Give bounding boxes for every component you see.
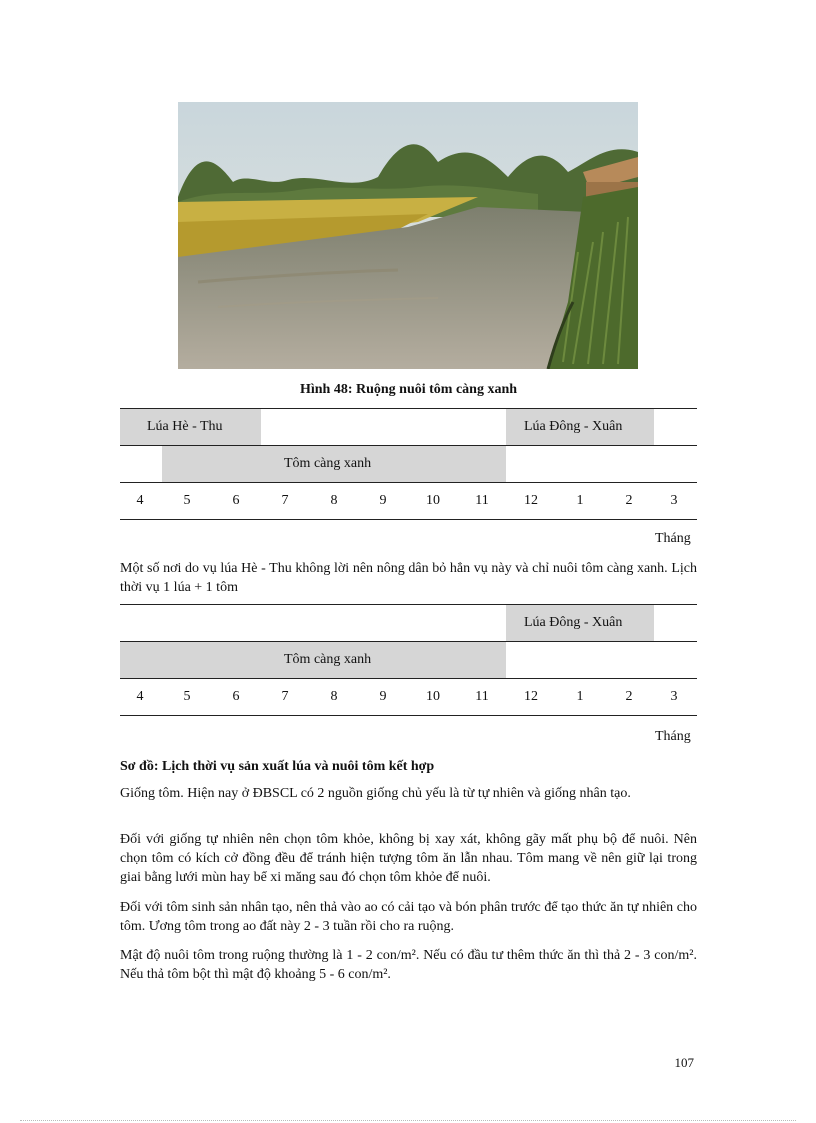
month-cell: 10 (426, 493, 440, 508)
month-cell: 1 (576, 689, 584, 704)
crop-schedule-1 (120, 408, 697, 520)
month-cell: 8 (330, 493, 338, 508)
rice-winter-spring-band (506, 409, 654, 445)
month-cell: 7 (281, 493, 289, 508)
month-cell: 12 (524, 689, 538, 704)
paragraph-density: Mật độ nuôi tôm trong ruộng thường là 1 - 2 con/m². Nếu có đầu tư thêm thức ăn thì thả 2 - 3 con/m². Nếu thả tôm bột thì mật độ khoảng 5 - 6 con/m². (120, 948, 697, 982)
month-cell: 11 (475, 689, 489, 704)
diagram-title: Sơ đồ: Lịch thời vụ sản xuất lúa và nuôi tôm kết hợp (120, 759, 435, 774)
month-cell: 9 (379, 493, 387, 508)
month-cell: 2 (625, 493, 633, 508)
month-cell: 9 (379, 689, 387, 704)
month-cell: 7 (281, 689, 289, 704)
paragraph-shrimp-source: Giống tôm. Hiện nay ở ĐBSCL có 2 nguồn giống chủ yếu là từ tự nhiên và giống nhân tạo. (120, 786, 631, 801)
rice-winter-spring-label: Lúa Đông - Xuân (524, 419, 623, 434)
month-cell: 8 (330, 689, 338, 704)
month-cell: 6 (232, 689, 240, 704)
rice-summer-autumn-band (120, 409, 261, 445)
rice-shrimp-field-photo (178, 102, 638, 369)
month-cell: 3 (670, 493, 678, 508)
month-cell: 6 (232, 493, 240, 508)
rice-winter-spring-label: Lúa Đông - Xuân (524, 615, 623, 630)
paragraph-natural-seed: Đối với giống tự nhiên nên chọn tôm khỏe, không bị xay xát, không gãy mất phụ bộ để nuôi. Nên chọn tôm có kích cở đồng đều để tránh hiện tượng tôm ăn lẫn nhau. Tôm mang về nên giữ lại trong giai bằng lưới mùn hay bể xi măng sau đó chọn tôm khỏe để nuôi. (120, 832, 697, 885)
month-cell: 5 (183, 493, 191, 508)
rice-summer-autumn-label: Lúa Hè - Thu (147, 419, 223, 434)
figure-caption: Hình 48: Ruộng nuôi tôm càng xanh (299, 382, 518, 397)
rice-winter-spring-band (506, 605, 654, 641)
crop-schedule-2 (120, 604, 697, 716)
shrimp-label: Tôm càng xanh (284, 456, 372, 471)
month-unit-label: Tháng (655, 729, 691, 744)
month-cell: 10 (426, 689, 440, 704)
page-footer-divider (20, 1120, 796, 1121)
intro-paragraph: Một số nơi do vụ lúa Hè - Thu không lời nên nông dân bỏ hẳn vụ này và chỉ nuôi tôm càng xanh. Lịch thời vụ 1 lúa + 1 tôm (120, 561, 697, 595)
shrimp-band (120, 642, 506, 678)
month-cell: 3 (670, 689, 678, 704)
month-unit-label: Tháng (655, 531, 691, 546)
month-cell: 1 (576, 493, 584, 508)
month-cell: 12 (524, 493, 538, 508)
page-number: 107 (674, 1055, 694, 1070)
month-cell: 2 (625, 689, 633, 704)
month-cell: 11 (475, 493, 489, 508)
month-cell: 5 (183, 689, 191, 704)
month-cell: 4 (136, 493, 144, 508)
month-cell: 4 (136, 689, 144, 704)
shrimp-label: Tôm càng xanh (284, 652, 372, 667)
shrimp-band (162, 446, 506, 482)
paragraph-artificial-seed: Đối với tôm sinh sản nhân tạo, nên thả vào ao có cải tạo và bón phân trước để tạo thức ăn tự nhiên cho tôm. Ương tôm trong ao đất này 2 - 3 tuần rồi cho ra ruộng. (120, 900, 697, 934)
